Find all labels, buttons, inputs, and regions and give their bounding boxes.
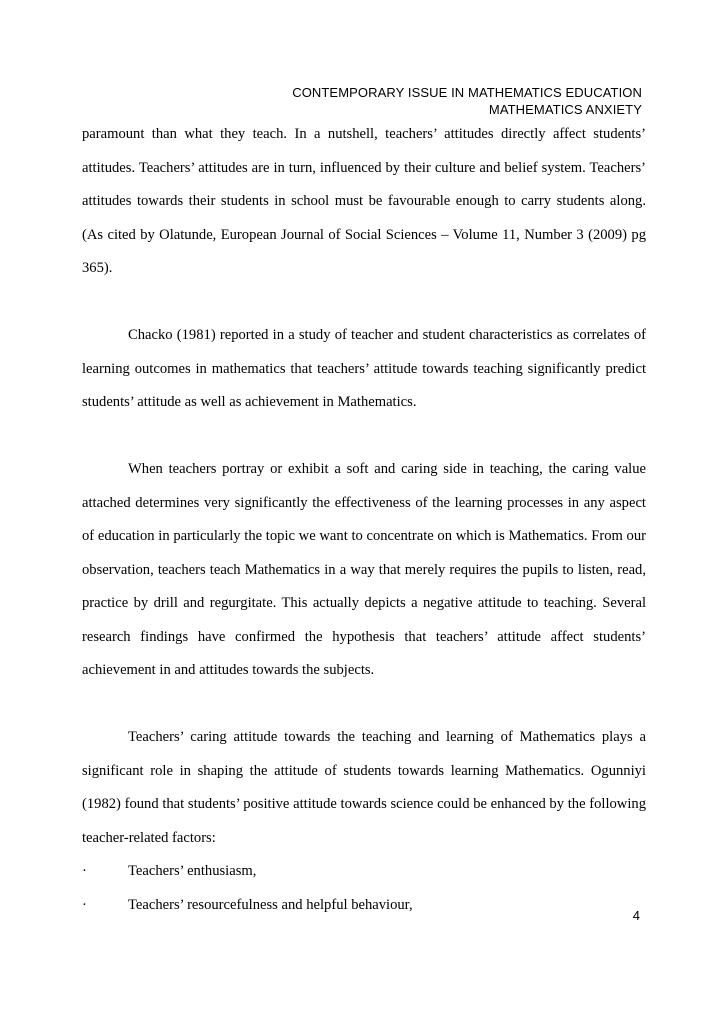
list-item [82,889,646,923]
running-header [292,84,642,118]
page-number: 4 [632,908,640,923]
list-item-text: Teachers’ resourcefulness and helpful behaviour, [128,896,413,913]
paragraph-spacer [82,420,646,454]
paragraph-chacko: Chacko (1981) reported in a study of teacher and student characteristics as correlates of learning outcomes in mathematics that teachers’ attitude towards teaching significantly predict students’ attitude as well as achievement in Mathematics. [82,327,646,410]
document-body [82,118,646,922]
paragraph-spacer [82,286,646,320]
list-item [82,855,646,889]
header-subtitle: MATHEMATICS ANXIETY [488,102,642,117]
paragraph-caring-side: When teachers portray or exhibit a soft and caring side in teaching, the caring value attached determines very significantly the effectiveness of the learning processes in any aspect of education in particularly the topic we want to concentrate on which is Mathematics. From our observation, teachers teach Mathematics in a way that merely requires the pupils to listen, read, practice by drill and regurgitate. This actually depicts a negative attitude to teaching. Several research findings have confirmed the hypothesis that teachers’ attitude affect students’ achievement in and attitudes towards the subjects. [82,461,646,678]
paragraph-continuation: paramount than what they teach. In a nutshell, teachers’ attitudes directly affect students’ attitudes. Teachers’ attitudes are in turn, influenced by their culture and belief system. Teachers’ attitudes towards their students in school must be favourable enough to carry students along. (As cited by Olatunde, European Journal of Social Sciences – Volume 11, Number 3 (2009) pg 365). [82,126,646,276]
paragraph-spacer [82,688,646,722]
bullet-mark: · [82,863,87,879]
bullet-mark: · [82,896,87,913]
header-title: CONTEMPORARY ISSUE IN MATHEMATICS EDUCATION [292,85,642,100]
list-item-text: Teachers’ enthusiasm, [128,863,257,879]
paragraph-caring-attitude: Teachers’ caring attitude towards the teaching and learning of Mathematics plays a significant role in shaping the attitude of students towards learning Mathematics. Ogunniyi (1982) found that students’ positive attitude towards science could be enhanced by the following teacher-related factors: [82,729,646,846]
